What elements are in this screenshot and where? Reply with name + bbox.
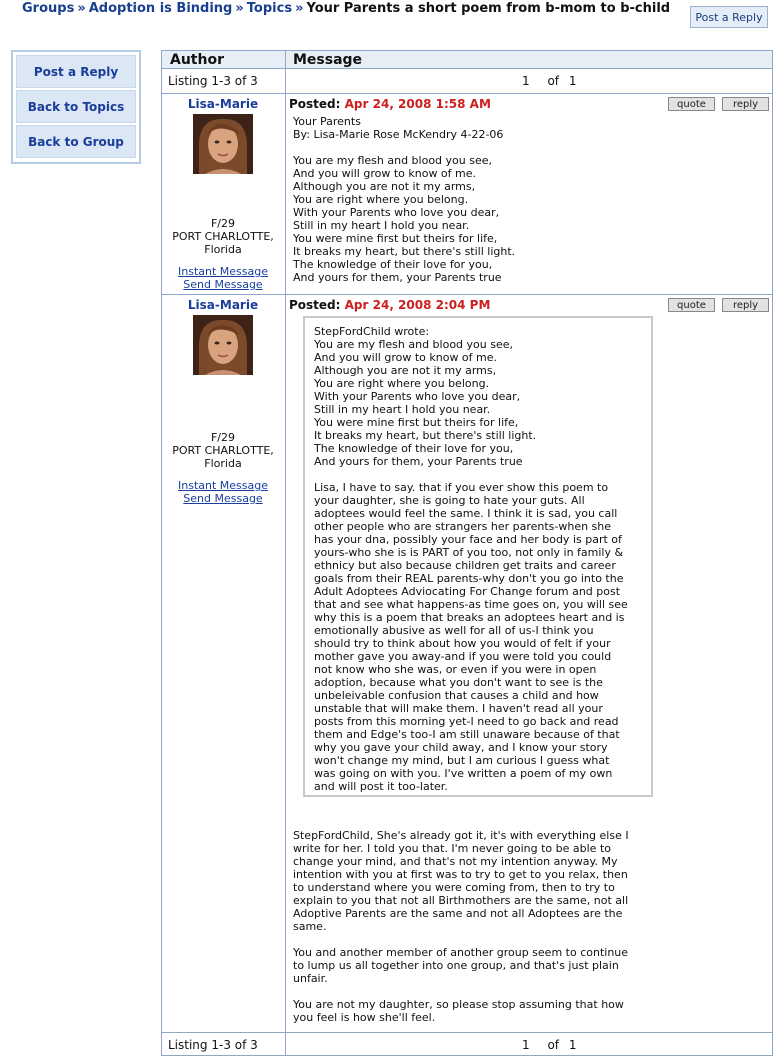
post-body: Your Parents By: Lisa-Marie Rose McKendry 4-22-06 You are my flesh and blood you see, And you will grow to know of me. Although you are not it my arms, You are right where you belong. With your Parents who love you dear, Still in my heart I hold you near. You were mine first but theirs for life, It breaks my heart, but there's still light. The knowledge of their love for you, And yours for them, your Parents true: [293, 115, 516, 284]
pagination-bottom: [522, 1038, 577, 1052]
breadcrumb-link-groups[interactable]: Groups: [22, 1, 75, 16]
posted-label: Posted:: [289, 97, 341, 111]
page-total: 1: [568, 74, 577, 88]
avatar[interactable]: [193, 315, 253, 375]
page-total: 1: [568, 1038, 577, 1052]
author-city: PORT CHARLOTTE,: [172, 230, 274, 243]
post-date: Apr 24, 2008 1:58 AM: [344, 97, 491, 111]
breadcrumb: [22, 1, 670, 16]
breadcrumb-link-group[interactable]: Adoption is Binding: [88, 1, 233, 16]
pagination: [522, 74, 577, 88]
sidebar-post-reply-button[interactable]: Post a Reply: [16, 55, 136, 88]
post-reply-button-top[interactable]: Post a Reply: [690, 6, 768, 28]
author-sex-age: F/29: [210, 431, 236, 444]
post-header: [289, 298, 490, 312]
send-message-link[interactable]: Send Message: [183, 492, 263, 505]
post-date: Apr 24, 2008 2:04 PM: [344, 298, 491, 312]
post-author-name[interactable]: Lisa-Marie: [187, 97, 259, 111]
quoted-text: StepFordChild wrote: You are my flesh and blood you see, And you will grow to know of me. Although you are not it my arms, You are right where you belong. With your Parents who love you dear, Still in my heart I hold you near. You were mine first but theirs for life, It breaks my heart, but there's still light. The knowledge of their love for you, And yours for them, your Parents true Lisa, I have to say. that if you ever show this poem to your daughter, she is going to hate your guts. All adoptees would feel the same. I think it is sad, you call other people who are strangers her parents-when she has your dna, possibly your face and her body is part of yours-who she is is PART of you too, not only in family & ethnicy but also because children get traits and career goals from their REAL parents-why don't you go into the Adult Adoptees Adviocating For Change forum and post that and see what happens-as time goes on, you will see why this is a poem that breaks an adoptees heart and is emotionally abusive as well for all of us-I think you should try to think about how you would of felt if your mother gave you away-and if you were told you could not know who she was, or even if you were in open adoption, because what you don't want to see is the unbeleivable confusion that causes a child and how unstable that will make them. I haven't read all your posts from this morning yet-I need to go back and read them and Edge's too-I am still unaware because of that why you gave your child away, and I know your story won't change my mind, but I am curious I guess what was going on with you. I've written a poem of my own and will post it too-later.: [314, 325, 628, 793]
breadcrumb-link-topics[interactable]: Topics: [246, 1, 293, 16]
row-divider: [162, 93, 772, 94]
page-current[interactable]: 1: [522, 74, 530, 88]
breadcrumb-separator: »: [295, 1, 304, 16]
author-city: PORT CHARLOTTE,: [172, 444, 274, 457]
column-divider: [285, 1033, 286, 1056]
sidebar-nav: [11, 50, 141, 164]
row-divider: [162, 1032, 772, 1033]
author-sex-age: F/29: [210, 217, 236, 230]
page-of-label: of: [547, 74, 560, 88]
send-message-link[interactable]: Send Message: [183, 278, 263, 291]
listing-count-bottom: Listing 1-3 of 3: [168, 1038, 258, 1052]
page-of-label: of: [547, 1038, 560, 1052]
instant-message-link[interactable]: Instant Message: [178, 265, 268, 278]
topic-table: [161, 50, 773, 1056]
message-column-header: Message: [293, 52, 363, 68]
column-divider: [285, 94, 286, 294]
breadcrumb-separator: »: [77, 1, 86, 16]
post-body: StepFordChild, She's already got it, it's with everything else I write for her. I told you that. I'm never going to be able to change your mind, and that's not my intention anyway. My intention with you at first was to try to get to you relax, then to understand where you were coming from, then to try to explain to you that not all Birthmothers are the same, not all Adoptive Parents are the same and not all Adoptees are the same. You and another member of another group seem to continue to lump us all together into one group, and that's just plain unfair. You are not my daughter, so please stop assuming that how you feel is how she'll feel.: [293, 829, 629, 1024]
author-details: [162, 431, 284, 470]
avatar[interactable]: [193, 114, 253, 174]
breadcrumb-current-topic: Your Parents a short poem from b-mom to b-child: [306, 1, 671, 16]
sidebar-back-to-topics-button[interactable]: Back to Topics: [16, 90, 136, 123]
quote-button[interactable]: quote: [668, 298, 715, 312]
posted-label: Posted:: [289, 298, 341, 312]
instant-message-link[interactable]: Instant Message: [178, 479, 268, 492]
author-column-header: Author: [170, 52, 224, 68]
reply-button[interactable]: reply: [722, 298, 769, 312]
author-details: [162, 217, 284, 256]
sidebar-back-to-group-button[interactable]: Back to Group: [16, 125, 136, 158]
row-divider: [162, 294, 772, 295]
reply-button[interactable]: reply: [722, 97, 769, 111]
page-current[interactable]: 1: [522, 1038, 530, 1052]
column-divider: [285, 295, 286, 1032]
column-divider: [285, 51, 286, 93]
author-state: Florida: [204, 457, 242, 470]
table-header: [162, 51, 772, 69]
quote-button[interactable]: quote: [668, 97, 715, 111]
breadcrumb-separator: »: [235, 1, 244, 16]
post-header: [289, 97, 491, 111]
quote-block: [303, 316, 653, 797]
listing-count: Listing 1-3 of 3: [168, 74, 258, 88]
author-state: Florida: [204, 243, 242, 256]
post-author-name[interactable]: Lisa-Marie: [187, 298, 259, 312]
